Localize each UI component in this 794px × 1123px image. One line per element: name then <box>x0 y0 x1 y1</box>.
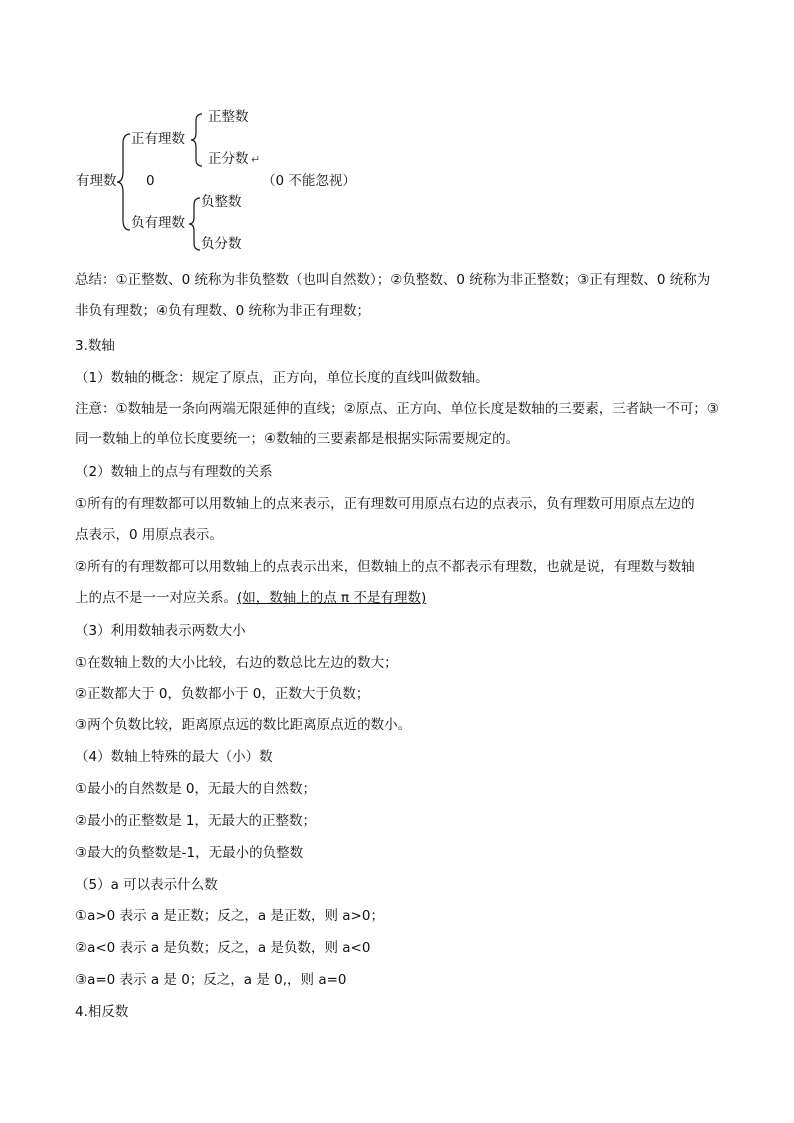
subsection-1-note-line-1: 注意：①数轴是一条向两端无限延伸的直线；②原点、正方向、单位长度是数轴的三要素，三者缺一不可；③ <box>75 401 719 417</box>
section-4-title: 4.相反数 <box>75 1004 129 1020</box>
subsection-1-title: （1）数轴的概念：规定了原点，正方向，单位长度的直线叫做数轴。 <box>75 370 489 386</box>
subsection-5-item: ③a=0 表示 a 是 0；反之，a 是 0,，则 a=0 <box>75 972 347 988</box>
main-brace <box>116 132 132 232</box>
subsection-2-title: （2）数轴上的点与有理数的关系 <box>75 464 273 480</box>
subsection-4-item: ③最大的负整数是-1，无最小的负整数 <box>75 845 304 861</box>
tree-negative-integer: 负整数 <box>201 194 242 210</box>
tree-positive-fraction: 正分数 <box>208 151 249 167</box>
tree-root-label: 有理数 <box>76 173 117 189</box>
subsection-5-title: （5）a 可以表示什么数 <box>75 877 218 893</box>
subsection-3-title: （3）利用数轴表示两数大小 <box>75 623 246 639</box>
subsection-5-item: ①a>0 表示 a 是正数；反之，a 是正数，则 a>0； <box>75 908 384 924</box>
tree-positive-label: 正有理数 <box>131 131 185 147</box>
subsection-1-note-line-2: 同一数轴上的单位长度要统一；④数轴的三要素都是根据实际需要规定的。 <box>75 431 520 447</box>
subsection-4-title: （4）数轴上特殊的最大（小）数 <box>75 749 273 765</box>
summary-line-1: 总结：①正整数、0 统称为非负整数（也叫自然数）；②负整数、0 统称为非正整数；③正有理数、0 统称为 <box>75 272 711 288</box>
subsection-2-point-2-line-1: ②所有的有理数都可以用数轴上的点表示出来，但数轴上的点不都表示有理数，也就是说，有理数与数轴 <box>75 559 695 575</box>
subsection-2-point-2-line-2 <box>75 589 426 607</box>
pi-example: (如，数轴上的点 π 不是有理数) <box>237 590 427 606</box>
subsection-3-item: ①在数轴上数的大小比较，右边的数总比左边的数大； <box>75 655 398 671</box>
tree-positive-integer: 正整数 <box>208 109 249 125</box>
summary-line-2: 非负有理数；④负有理数、0 统称为非正有理数； <box>75 303 370 319</box>
subsection-2-point-1-line-2: 点表示，0 用原点表示。 <box>75 527 223 543</box>
tree-negative-label: 负有理数 <box>131 215 185 231</box>
return-mark: ↵ <box>251 153 261 166</box>
subsection-3-item: ③两个负数比较，距离原点远的数比距离原点近的数小。 <box>75 717 412 733</box>
subsection-3-item: ②正数都大于 0，负数都小于 0，正数大于负数； <box>75 686 370 702</box>
subsection-2-point-1-line-1: ①所有的有理数都可以用数轴上的点来表示，正有理数可用原点右边的点表示，负有理数可用原点左边的 <box>75 496 695 512</box>
tree-zero-label: 0 <box>146 173 155 189</box>
subsection-5-item: ②a<0 表示 a 是负数；反之，a 是负数，则 a<0 <box>75 940 371 956</box>
section-3-title: 3.数轴 <box>75 338 115 354</box>
positive-brace <box>190 112 204 168</box>
subsection-2-point-2-text: 上的点不是一一对应关系。 <box>75 590 237 606</box>
negative-brace <box>188 196 202 252</box>
subsection-4-item: ①最小的自然数是 0，无最大的自然数； <box>75 781 316 797</box>
tree-negative-fraction: 负分数 <box>201 236 242 252</box>
subsection-4-item: ②最小的正整数是 1，无最大的正整数； <box>75 813 316 829</box>
tree-zero-note: （0 不能忽视） <box>262 173 356 189</box>
